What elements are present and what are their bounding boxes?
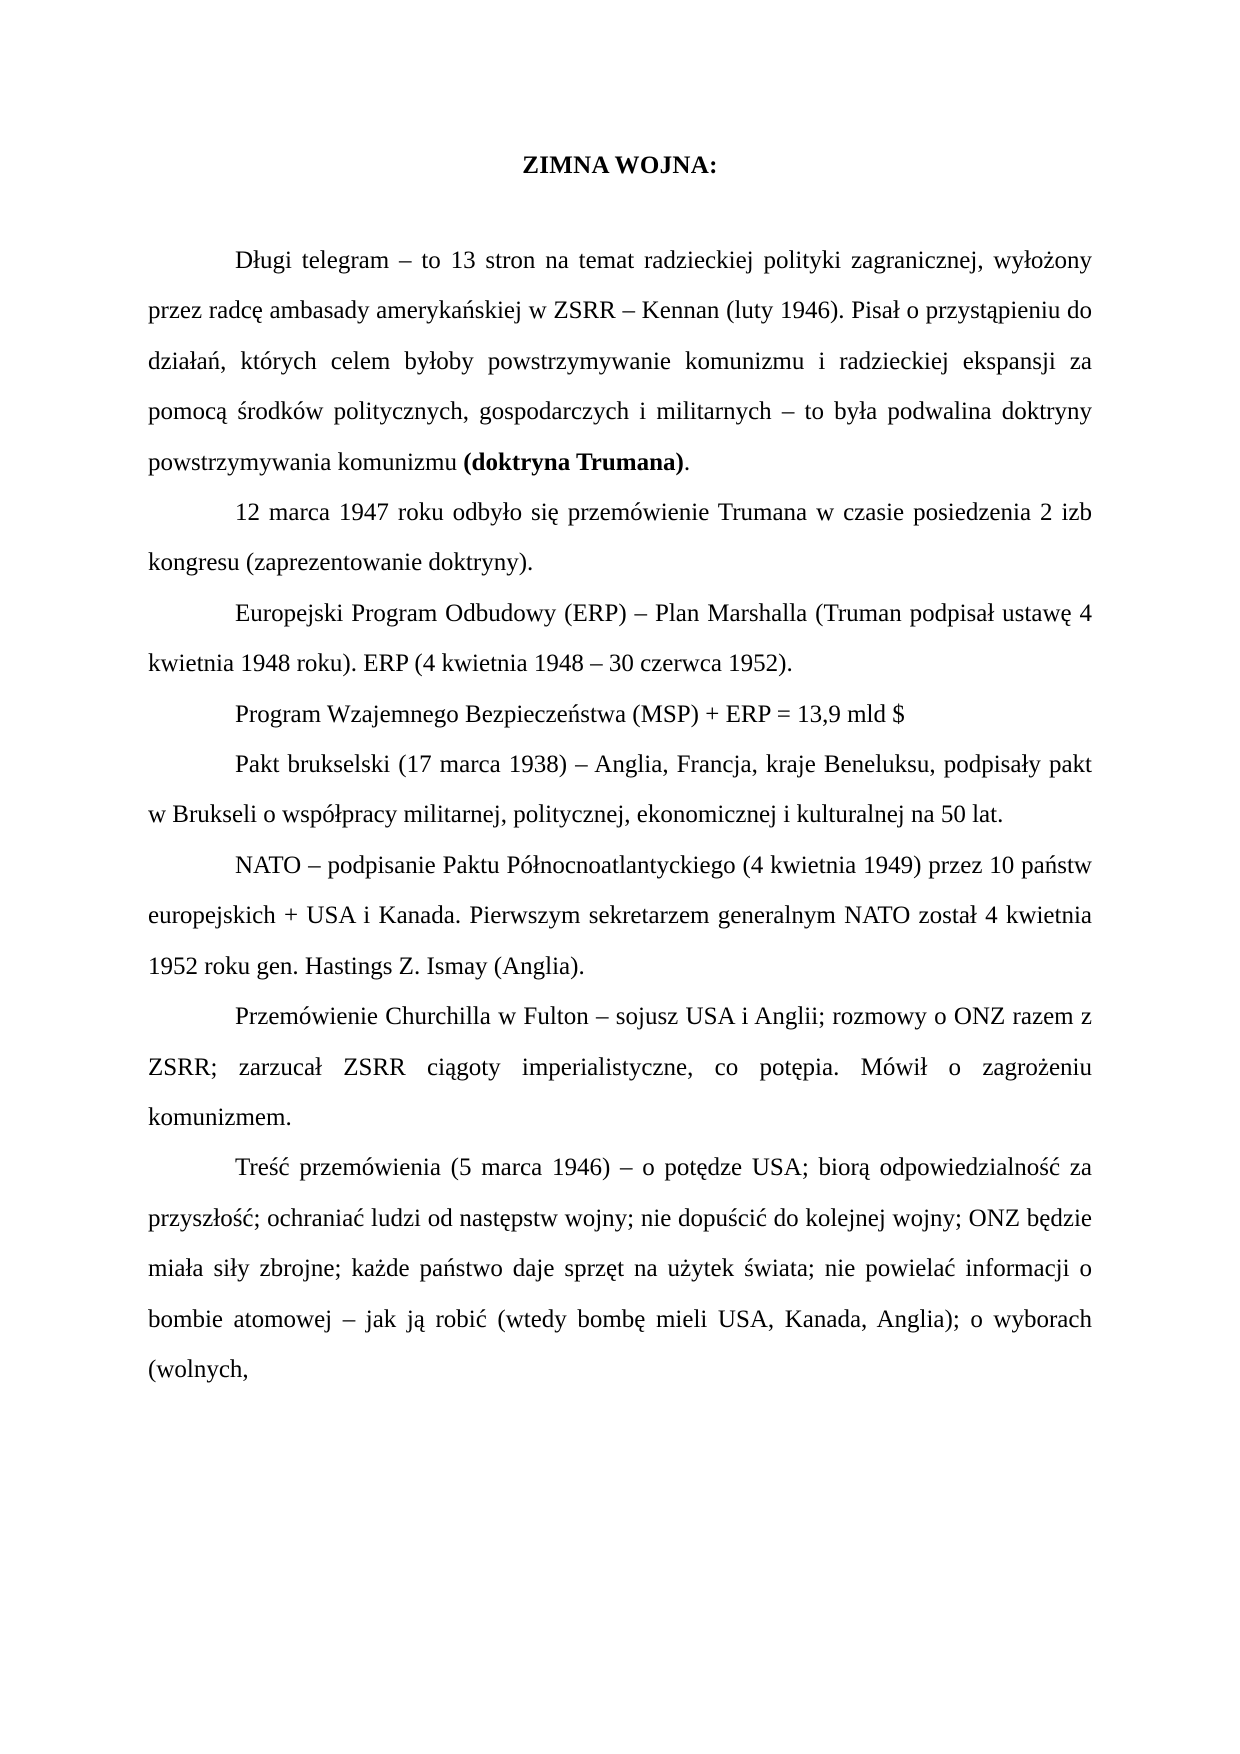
document-body [148,148,1092,1395]
paragraph-long-telegram [148,236,1092,488]
paragraph-marshall-plan: Europejski Program Odbudowy (ERP) – Plan Marshalla (Truman podpisał ustawę 4 kwietnia 1948 roku). ERP (4 kwietnia 1948 – 30 czerwca 1952). [148,599,1092,678]
paragraph-nato: NATO – podpisanie Paktu Północnoatlantyckiego (4 kwietnia 1949) przez 10 państw europejskich + USA i Kanada. Pierwszym sekretarzem generalnym NATO został 4 kwietnia 1952 roku gen. Hastings Z. Ismay (Anglia). [148,851,1092,980]
paragraph-text-end: . [683,448,691,476]
document-title: ZIMNA WOJNA: [522,152,718,179]
paragraph-text: Długi telegram – to 13 stron na temat radzieckiej polityki zagranicznej, wyłożony przez radcę ambasady amerykańskiej w ZSRR – Kennan (luty 1946). Pisał o przystąpieniu do działań, których celem byłoby powstrzymywanie komunizmu i radzieckiej ekspansji za pomocą środków politycznych, gospodarczych i militarnych – to była podwalina doktryny powstrzymywania komunizmu [148,247,1092,476]
paragraph-truman-speech: 12 marca 1947 roku odbyło się przemówienie Trumana w czasie posiedzenia 2 izb kongresu (zaprezentowanie doktryny). [148,499,1092,577]
paragraph-speech-content: Treść przemówienia (5 marca 1946) – o potędze USA; biorą odpowiedzialność za przyszłość; ochraniać ludzi od następstw wojny; nie dopuścić do kolejnej wojny; ONZ będzie miała siły zbrojne; każde państwo daje sprzęt na użytek świata; nie powielać informacji o bombie atomowej – jak ją robić (wtedy bombę mieli USA, Kanada, Anglia); o wyborach (wolnych, [148,1154,1092,1383]
paragraph-brussels-pact: Pakt brukselski (17 marca 1938) – Anglia, Francja, kraje Beneluksu, podpisały pakt w Brukseli o współpracy militarnej, politycznej, ekonomicznej i kulturalnej na 50 lat. [148,751,1092,829]
paragraph-churchill-fulton: Przemówienie Churchilla w Fulton – sojusz USA i Anglii; rozmowy o ONZ razem z ZSRR; zarzucał ZSRR ciągoty imperialistyczne, co potępia. Mówił o zagrożeniu komunizmem. [148,1003,1092,1131]
paragraph-msp: Program Wzajemnego Bezpieczeństwa (MSP) + ERP = 13,9 mld $ [235,700,905,728]
bold-term-truman-doctrine: (doktryna Trumana) [463,448,684,476]
